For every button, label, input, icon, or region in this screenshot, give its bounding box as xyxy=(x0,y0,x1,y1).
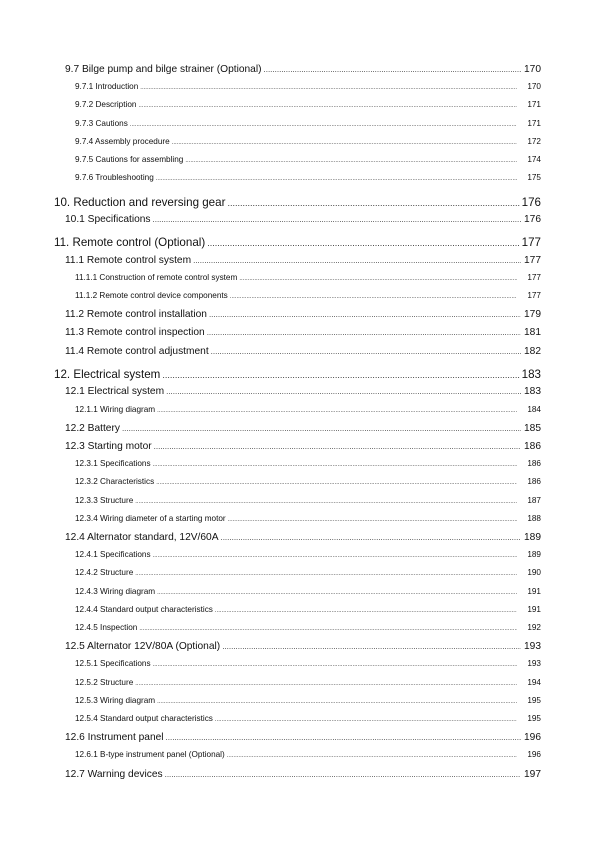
toc-entry-sub xyxy=(75,173,541,182)
toc-entry-title: 11.1 Remote control system xyxy=(65,254,192,266)
toc-entry-title: 10. Reduction and reversing gear xyxy=(54,195,226,209)
toc-leader-dots xyxy=(209,310,521,319)
toc-leader-dots xyxy=(264,65,521,74)
toc-entry-section xyxy=(65,732,541,743)
toc-entry-title: 11.1.2 Remote control device components xyxy=(75,291,228,300)
toc-entry-page-number: 194 xyxy=(527,677,541,687)
toc-entry-title: 9.7.4 Assembly procedure xyxy=(75,136,170,146)
toc-entry-sub xyxy=(75,291,541,300)
toc-entry-section xyxy=(65,441,541,452)
toc-entry-title: 11. Remote control (Optional) xyxy=(54,236,206,250)
toc-entry-sub xyxy=(75,678,541,687)
toc-entry-sub xyxy=(75,605,541,614)
toc-entry-title: 11.3 Remote control inspection xyxy=(65,327,205,339)
toc-leader-dots xyxy=(156,176,517,182)
toc-entry-page-number: 186 xyxy=(527,477,541,487)
toc-entry-page-number: 177 xyxy=(521,236,541,250)
toc-entry-sub xyxy=(75,550,541,559)
toc-entry-page-number: 181 xyxy=(524,327,541,339)
toc-entry-title: 12.2 Battery xyxy=(65,422,120,434)
toc-entry-page-number: 183 xyxy=(521,368,541,382)
toc-entry-chapter xyxy=(54,236,541,249)
toc-entry-title: 12.5.1 Specifications xyxy=(75,659,151,669)
toc-entry-title: 12.5.2 Structure xyxy=(75,677,134,687)
toc-entry-sub xyxy=(75,659,541,668)
toc-leader-dots xyxy=(227,198,519,208)
toc-leader-dots xyxy=(227,753,517,759)
toc-entry-title: 12.5.4 Standard output characteristics xyxy=(75,713,213,723)
toc-entry-title: 12.3 Starting motor xyxy=(65,440,152,452)
toc-entry-page-number: 191 xyxy=(527,586,541,596)
toc-entry-title: 12.5 Alternator 12V/80A (Optional) xyxy=(65,641,221,653)
toc-entry-sub xyxy=(75,568,541,577)
toc-leader-dots xyxy=(135,499,517,505)
toc-entry-page-number: 170 xyxy=(524,64,541,75)
toc-entry-page-number: 197 xyxy=(524,768,541,780)
toc-leader-dots xyxy=(162,370,519,380)
toc-entry-section xyxy=(65,386,541,397)
toc-entry-sub xyxy=(75,714,541,723)
toc-entry-section xyxy=(65,64,541,75)
toc-entry-section xyxy=(65,309,541,320)
toc-entry-title: 12.4 Alternator standard, 12V/60A xyxy=(65,531,219,543)
toc-entry-page-number: 190 xyxy=(527,568,541,578)
toc-entry-title: 12.4.2 Structure xyxy=(75,568,134,578)
toc-entry-title: 11.4 Remote control adjustment xyxy=(65,345,209,357)
toc-entry-title: 12.7 Warning devices xyxy=(65,768,163,780)
toc-entry-chapter xyxy=(54,368,541,381)
toc-entry-title: 9.7.6 Troubleshooting xyxy=(75,173,154,183)
toc-entry-title: 12.4.4 Standard output characteristics xyxy=(75,604,213,614)
toc-leader-dots xyxy=(153,215,521,224)
toc-leader-dots xyxy=(230,294,517,300)
toc-leader-dots xyxy=(138,103,517,109)
toc-entry-sub xyxy=(75,273,541,282)
toc-entry-title: 12.1 Electrical system xyxy=(65,386,165,398)
toc-entry-title: 12.6 Instrument panel xyxy=(65,732,164,744)
toc-entry-section xyxy=(65,641,541,652)
toc-leader-dots xyxy=(135,571,517,577)
toc-entry-title: 11.1.1 Construction of remote control system xyxy=(75,272,238,282)
toc-entry-sub xyxy=(75,514,541,523)
toc-leader-dots xyxy=(220,533,521,542)
toc-entry-sub xyxy=(75,459,541,468)
toc-entry-page-number: 183 xyxy=(524,386,541,398)
toc-entry-sub xyxy=(75,587,541,596)
toc-entry-section xyxy=(65,769,541,780)
toc-entry-page-number: 179 xyxy=(524,309,541,321)
toc-entry-page-number: 195 xyxy=(527,695,541,705)
toc-entry-page-number: 177 xyxy=(524,254,541,266)
toc-entry-page-number: 185 xyxy=(524,422,541,434)
toc-entry-section xyxy=(65,214,541,225)
toc-leader-dots xyxy=(157,408,517,414)
toc-entry-title: 9.7.5 Cautions for assembling xyxy=(75,155,184,164)
toc-entry-page-number: 186 xyxy=(524,440,541,452)
toc-entry-page-number: 196 xyxy=(527,750,541,760)
toc-leader-dots xyxy=(122,424,521,433)
toc-leader-dots xyxy=(165,770,521,779)
toc-leader-dots xyxy=(215,608,517,614)
toc-entry-title: 10.1 Specifications xyxy=(65,213,151,225)
toc-leader-dots xyxy=(140,85,517,91)
toc-leader-dots xyxy=(153,462,517,468)
toc-entry-sub xyxy=(75,750,541,759)
toc-entry-section xyxy=(65,327,541,338)
toc-entry-sub xyxy=(75,496,541,505)
toc-leader-dots xyxy=(157,590,517,596)
toc-leader-dots xyxy=(130,122,517,128)
toc-entry-title: 12.3.3 Structure xyxy=(75,495,134,505)
toc-entry-title: 9.7.1 Introduction xyxy=(75,82,139,92)
toc-entry-section xyxy=(65,423,541,434)
toc-entry-title: 12.4.5 Inspection xyxy=(75,622,138,632)
toc-leader-dots xyxy=(211,347,521,356)
toc-entry-sub xyxy=(75,477,541,486)
toc-entry-sub xyxy=(75,155,541,164)
toc-leader-dots xyxy=(239,276,517,282)
toc-entry-title: 12.4.1 Specifications xyxy=(75,550,151,560)
toc-entry-sub xyxy=(75,119,541,128)
toc-entry-page-number: 175 xyxy=(527,173,541,183)
toc-entry-title: 9.7 Bilge pump and bilge strainer (Optional) xyxy=(65,64,262,75)
toc-entry-page-number: 177 xyxy=(527,272,541,282)
toc-entry-title: 12.6.1 B-type instrument panel (Optional) xyxy=(75,750,225,760)
toc-entry-page-number: 196 xyxy=(524,732,541,744)
toc-leader-dots xyxy=(228,517,517,523)
toc-entry-page-number: 172 xyxy=(527,136,541,146)
toc-leader-dots xyxy=(166,387,521,396)
toc-entry-page-number: 188 xyxy=(527,513,541,523)
toc-entry-page-number: 182 xyxy=(524,345,541,357)
toc-entry-chapter xyxy=(54,196,541,209)
toc-entry-title: 12.4.3 Wiring diagram xyxy=(75,586,156,596)
toc-entry-page-number: 193 xyxy=(524,641,541,653)
toc-entry-page-number: 177 xyxy=(527,291,541,300)
toc-entry-sub xyxy=(75,623,541,632)
toc-entry-page-number: 187 xyxy=(527,495,541,505)
toc-entry-page-number: 191 xyxy=(527,604,541,614)
toc-entry-title: 11.2 Remote control installation xyxy=(65,309,207,321)
toc-leader-dots xyxy=(172,140,517,146)
toc-entry-title: 12.1.1 Wiring diagram xyxy=(75,404,156,414)
toc-leader-dots xyxy=(215,717,517,723)
toc-entry-section xyxy=(65,255,541,266)
toc-entry-sub xyxy=(75,100,541,109)
toc-entry-page-number: 171 xyxy=(527,118,541,128)
toc-leader-dots xyxy=(154,442,521,451)
toc-leader-dots xyxy=(207,328,521,337)
toc-entry-page-number: 176 xyxy=(521,195,541,209)
toc-leader-dots xyxy=(153,662,517,668)
toc-leader-dots xyxy=(222,642,521,651)
toc-entry-title: 12.3.4 Wiring diameter of a starting motor xyxy=(75,513,226,523)
toc-entry-title: 9.7.3 Cautions xyxy=(75,118,128,128)
toc-leader-dots xyxy=(166,733,521,742)
toc-leader-dots xyxy=(193,256,521,265)
toc-entry-page-number: 186 xyxy=(527,459,541,469)
toc-entry-page-number: 195 xyxy=(527,713,541,723)
toc-entry-title: 12.5.3 Wiring diagram xyxy=(75,695,156,705)
toc-entry-title: 12.3.2 Characteristics xyxy=(75,477,155,487)
toc-entry-page-number: 189 xyxy=(527,550,541,560)
toc-entry-sub xyxy=(75,82,541,91)
toc-entry-page-number: 189 xyxy=(524,531,541,543)
toc-entry-section xyxy=(65,532,541,543)
toc-entry-title: 9.7.2 Description xyxy=(75,100,137,110)
toc-entry-page-number: 176 xyxy=(524,213,541,225)
toc-entry-page-number: 193 xyxy=(527,659,541,669)
toc-entry-title: 12. Electrical system xyxy=(54,368,161,382)
toc-entry-title: 12.3.1 Specifications xyxy=(75,459,151,469)
toc-entry-sub xyxy=(75,137,541,146)
toc-entry-page-number: 174 xyxy=(527,155,541,164)
toc-leader-dots xyxy=(185,158,517,164)
toc-leader-dots xyxy=(153,553,517,559)
toc-leader-dots xyxy=(135,681,517,687)
toc-leader-dots xyxy=(139,626,517,632)
toc-entry-sub xyxy=(75,696,541,705)
toc-leader-dots xyxy=(157,699,517,705)
toc-entry-section xyxy=(65,346,541,357)
toc-entry-page-number: 192 xyxy=(527,622,541,632)
toc-entry-page-number: 170 xyxy=(527,82,541,92)
toc-entry-sub xyxy=(75,405,541,414)
toc-leader-dots xyxy=(207,238,519,248)
toc-entry-page-number: 184 xyxy=(527,404,541,414)
toc-leader-dots xyxy=(156,480,517,486)
toc-entry-page-number: 171 xyxy=(527,100,541,110)
